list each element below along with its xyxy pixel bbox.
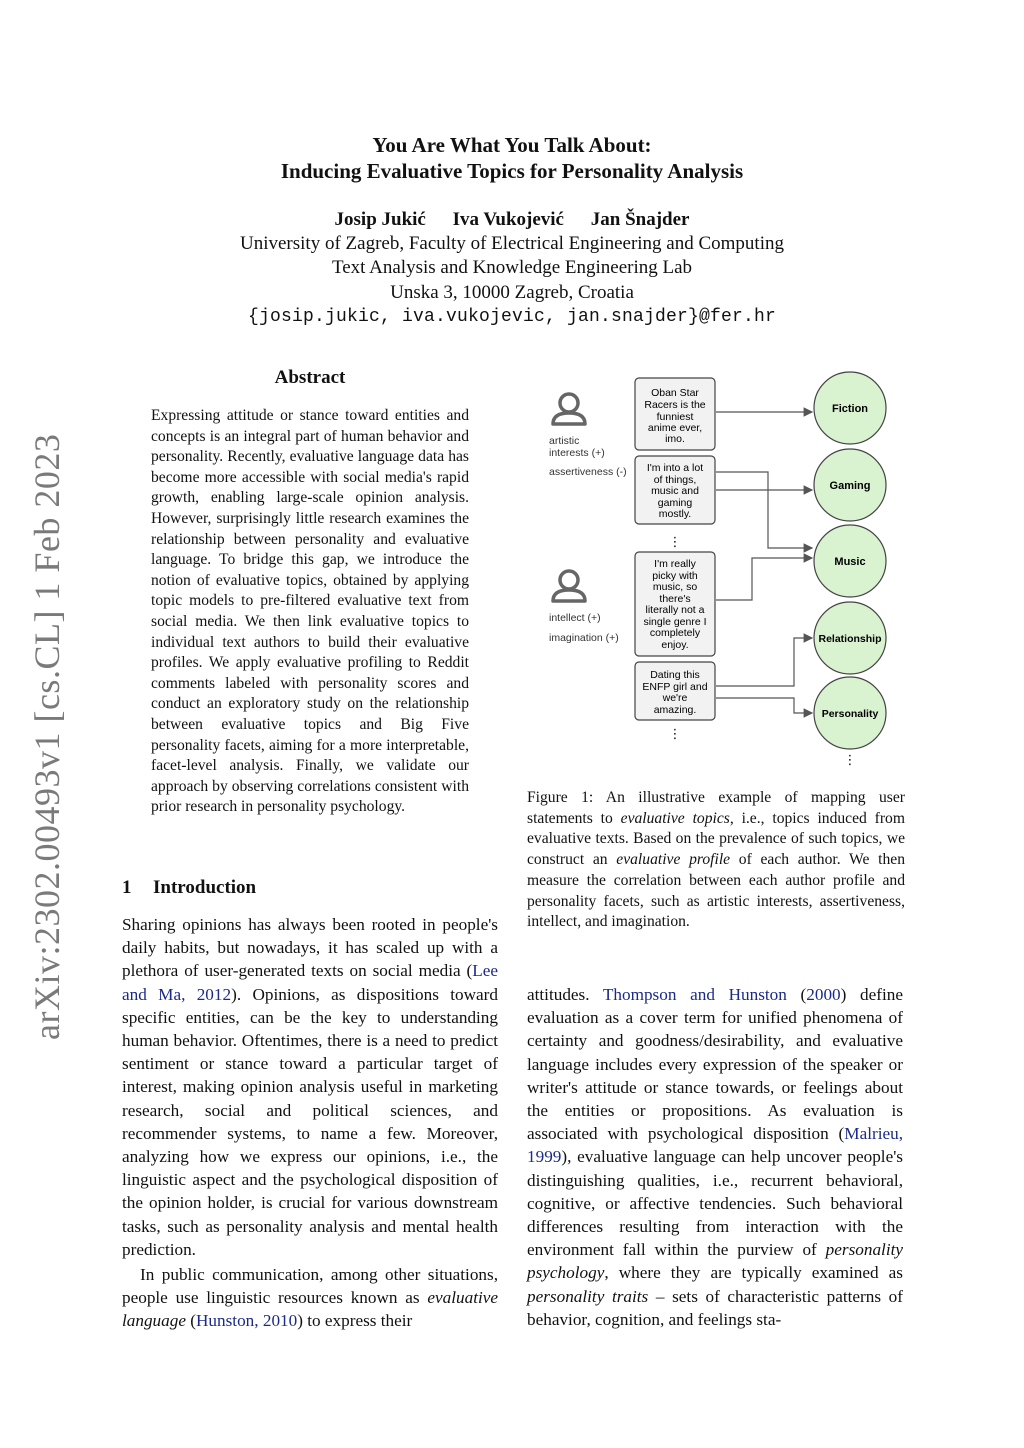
statement-text-line: amazing. <box>653 704 697 716</box>
intro-paragraph-2 <box>122 1263 498 1333</box>
emphasis: evaluative topics <box>620 809 730 827</box>
user-1-trait-label: artistic <box>549 435 580 447</box>
figure-1-diagram <box>540 368 900 773</box>
statement-text-line: I'm into a lot <box>646 462 704 474</box>
statement-text-line: of things, <box>653 474 697 486</box>
topic-label: Gaming <box>829 480 871 492</box>
statement-text-line: Dating this <box>650 669 700 681</box>
text-run: , i.e., topics induced from evaluative texts. Based on the prevalence of such topics, we construct an <box>527 809 905 869</box>
affiliation-line-2: Text Analysis and Knowledge Engineering Lab <box>331 257 693 278</box>
text-run: , where they are typically examined as <box>604 1263 903 1283</box>
text-run: ( <box>185 1311 196 1331</box>
statement-text-line: single genre I <box>643 616 707 628</box>
text-run: – sets of characteristic patterns of behavior, cognition, and feelings sta- <box>527 1286 903 1329</box>
text-run: define evaluation as a cover term for unified phenomena of certainty and goodness/desirability, and evaluative language includes every expression of the speaker or writer's attitude or stance towards, or feelings about the entities or propositions. As evaluation is associated with psychological disposition ( <box>527 985 903 1144</box>
connector-lines <box>716 412 812 713</box>
arxiv-identifier: arXiv:2302.00493v1 [cs.CL] 1 Feb 2023 <box>27 433 67 1040</box>
text-run: ), evaluative language can help uncover people's distinguishing qualities, i.e., recurrent behavioral, cognitive, or affective tendencies. Such behavioral differences resulting from interaction with the environment fall within the purview of <box>527 1147 903 1260</box>
user-2-trait-label: imagination (+) <box>549 632 619 644</box>
text-run: ) <box>840 985 847 1004</box>
paper-title-line-1: You Are What You Talk About: <box>372 133 652 157</box>
topic-node-music <box>814 525 886 597</box>
user-1-trait-label: assertiveness (-) <box>549 466 627 478</box>
text-run: Sharing opinions has always been rooted in people's daily habits, but nowadays, it has scaled up with a plethora of user-generated texts on social media ( <box>122 915 498 981</box>
statement-text-line: there's <box>659 593 691 605</box>
section-title: Introduction <box>153 877 257 898</box>
statement-text-line: ENFP girl and <box>642 681 708 693</box>
text-run: ( <box>786 985 807 1004</box>
figure-1-caption <box>527 788 905 933</box>
ellipsis: ⋮ <box>843 752 857 767</box>
affiliation-line-1: University of Zagreb, Faculty of Electrical Engineering and Computing <box>240 233 784 254</box>
statement-text-line: completely <box>649 627 701 639</box>
affiliation-line-3: Unska 3, 10000 Zagreb, Croatia <box>390 282 634 303</box>
statement-text-line: Racers is the <box>644 399 706 411</box>
ellipsis: ⋮ <box>668 534 682 549</box>
user-2-icon <box>553 571 585 601</box>
text-run: of each author. We then measure the correlation between each author profile and personality facets, such as artistic interests, assertiveness, intellect, and imagination. <box>527 851 905 931</box>
author-2: Iva Vukojević <box>452 209 564 230</box>
emphasis: evaluative profile <box>616 851 731 869</box>
statement-text-line: picky with <box>652 570 698 582</box>
statement-text-line: imo. <box>665 433 685 445</box>
statement-text-line: music, so <box>652 581 698 593</box>
citation-link-hunston[interactable]: Hunston, 2010 <box>196 1311 298 1331</box>
section-heading-introduction <box>122 877 256 899</box>
statement-text-line: we're <box>662 692 688 704</box>
paper-title-line-2: Inducing Evaluative Topics for Personality Analysis <box>280 159 744 183</box>
author-emails: {josip.jukic, iva.vukojevic, jan.snajder}@fer.hr <box>247 307 777 327</box>
statement-text-line: enjoy. <box>661 639 689 651</box>
abstract-heading: Abstract <box>274 367 346 388</box>
statement-text-line: funniest <box>656 411 694 423</box>
author-1: Josip Jukić <box>334 209 426 230</box>
statement-box <box>635 662 715 720</box>
topic-label: Music <box>834 556 866 568</box>
text-run: attitudes. <box>527 985 603 1004</box>
intro-paragraph-1 <box>122 913 498 1261</box>
citation-link-thompson-hunston[interactable]: Thompson and Hunston <box>602 985 787 1004</box>
author-list <box>0 209 1024 231</box>
text-run: ). Opinions, as dispositions toward specific entities, can be the key to understanding human behavior. Oftentimes, there is a need to predict sentiment or stance toward a particular target of interest, making opinion analysis useful in marketing research, social and political sciences, and recommender systems, to name a few. Moreover, analyzing how we express our opinions, i.e., the linguistic aspect and the psychological disposition of the opinion holder, is crucial for various downstream tasks, such as personality analysis and mental health prediction. <box>122 984 498 1259</box>
emphasis: evaluative language <box>122 1288 498 1331</box>
statement-box <box>635 378 715 450</box>
statement-text-line: gaming <box>657 497 693 509</box>
emphasis: personality traits <box>527 1286 649 1306</box>
statement-text-line: I'm really <box>654 558 696 570</box>
section-number: 1 <box>122 877 132 898</box>
text-run: ) to express their <box>297 1311 413 1331</box>
statement-text-line: music and <box>651 485 699 497</box>
emphasis: personality psychology <box>527 1240 903 1283</box>
topic-label: Personality <box>821 708 879 720</box>
statement-text-line: mostly. <box>658 508 692 520</box>
statement-text-line: anime ever, <box>647 422 703 434</box>
statement-box <box>635 456 715 524</box>
right-column-paragraph <box>527 983 903 1331</box>
user-1-trait-label: interests (+) <box>549 447 605 459</box>
ellipsis: ⋮ <box>668 726 682 741</box>
statement-box <box>635 552 715 656</box>
statement-text-line: literally not a <box>645 604 705 616</box>
topic-node-gaming <box>814 449 886 521</box>
user-2-trait-label: intellect (+) <box>549 612 601 624</box>
author-3: Jan Šnajder <box>590 209 690 230</box>
topic-node-fiction <box>814 372 886 444</box>
text-run: Figure 1: An illustrative example of mapping user statements to <box>527 789 905 827</box>
text-run: In public communication, among other situations, people use linguistic resources known as <box>122 1265 498 1308</box>
topic-label: Fiction <box>831 403 869 415</box>
citation-link-lee-ma[interactable]: Lee and Ma, 2012 <box>122 961 498 1004</box>
topic-label: Relationship <box>818 633 882 645</box>
abstract-body: Expressing attitude or stance toward entities and concepts is an integral part of human behavior and personality. Recently, evaluative language data has become more accessible with social media's rapid growth, enabling large-scale opinion analysis. However, surprisingly little research examines the relationship between personality and evaluative language. To bridge this gap, we introduce the notion of evaluative topics, obtained by applying topic models to pre-filtered evaluative text from social media. We then link evaluative topics to individual text authors to build their evaluative profiles. We apply evaluative profiling to Reddit comments labeled with personality scores and conduct an exploratory study on the relationship between evaluative topics and Big Five personality facets, aiming for a more interpretable, facet-level analysis. Finally, we validate our approach by observing correlations consistent with prior research in personality psychology. <box>151 407 469 816</box>
citation-link-malrieu[interactable]: Malrieu, 1999 <box>527 1124 903 1167</box>
topic-node-personality <box>814 677 886 749</box>
statement-text-line: Oban Star <box>651 387 699 399</box>
user-1-icon <box>553 394 585 424</box>
topic-node-relationship <box>814 602 886 674</box>
citation-link-thompson-hunston-year[interactable]: 2000 <box>806 985 841 1004</box>
